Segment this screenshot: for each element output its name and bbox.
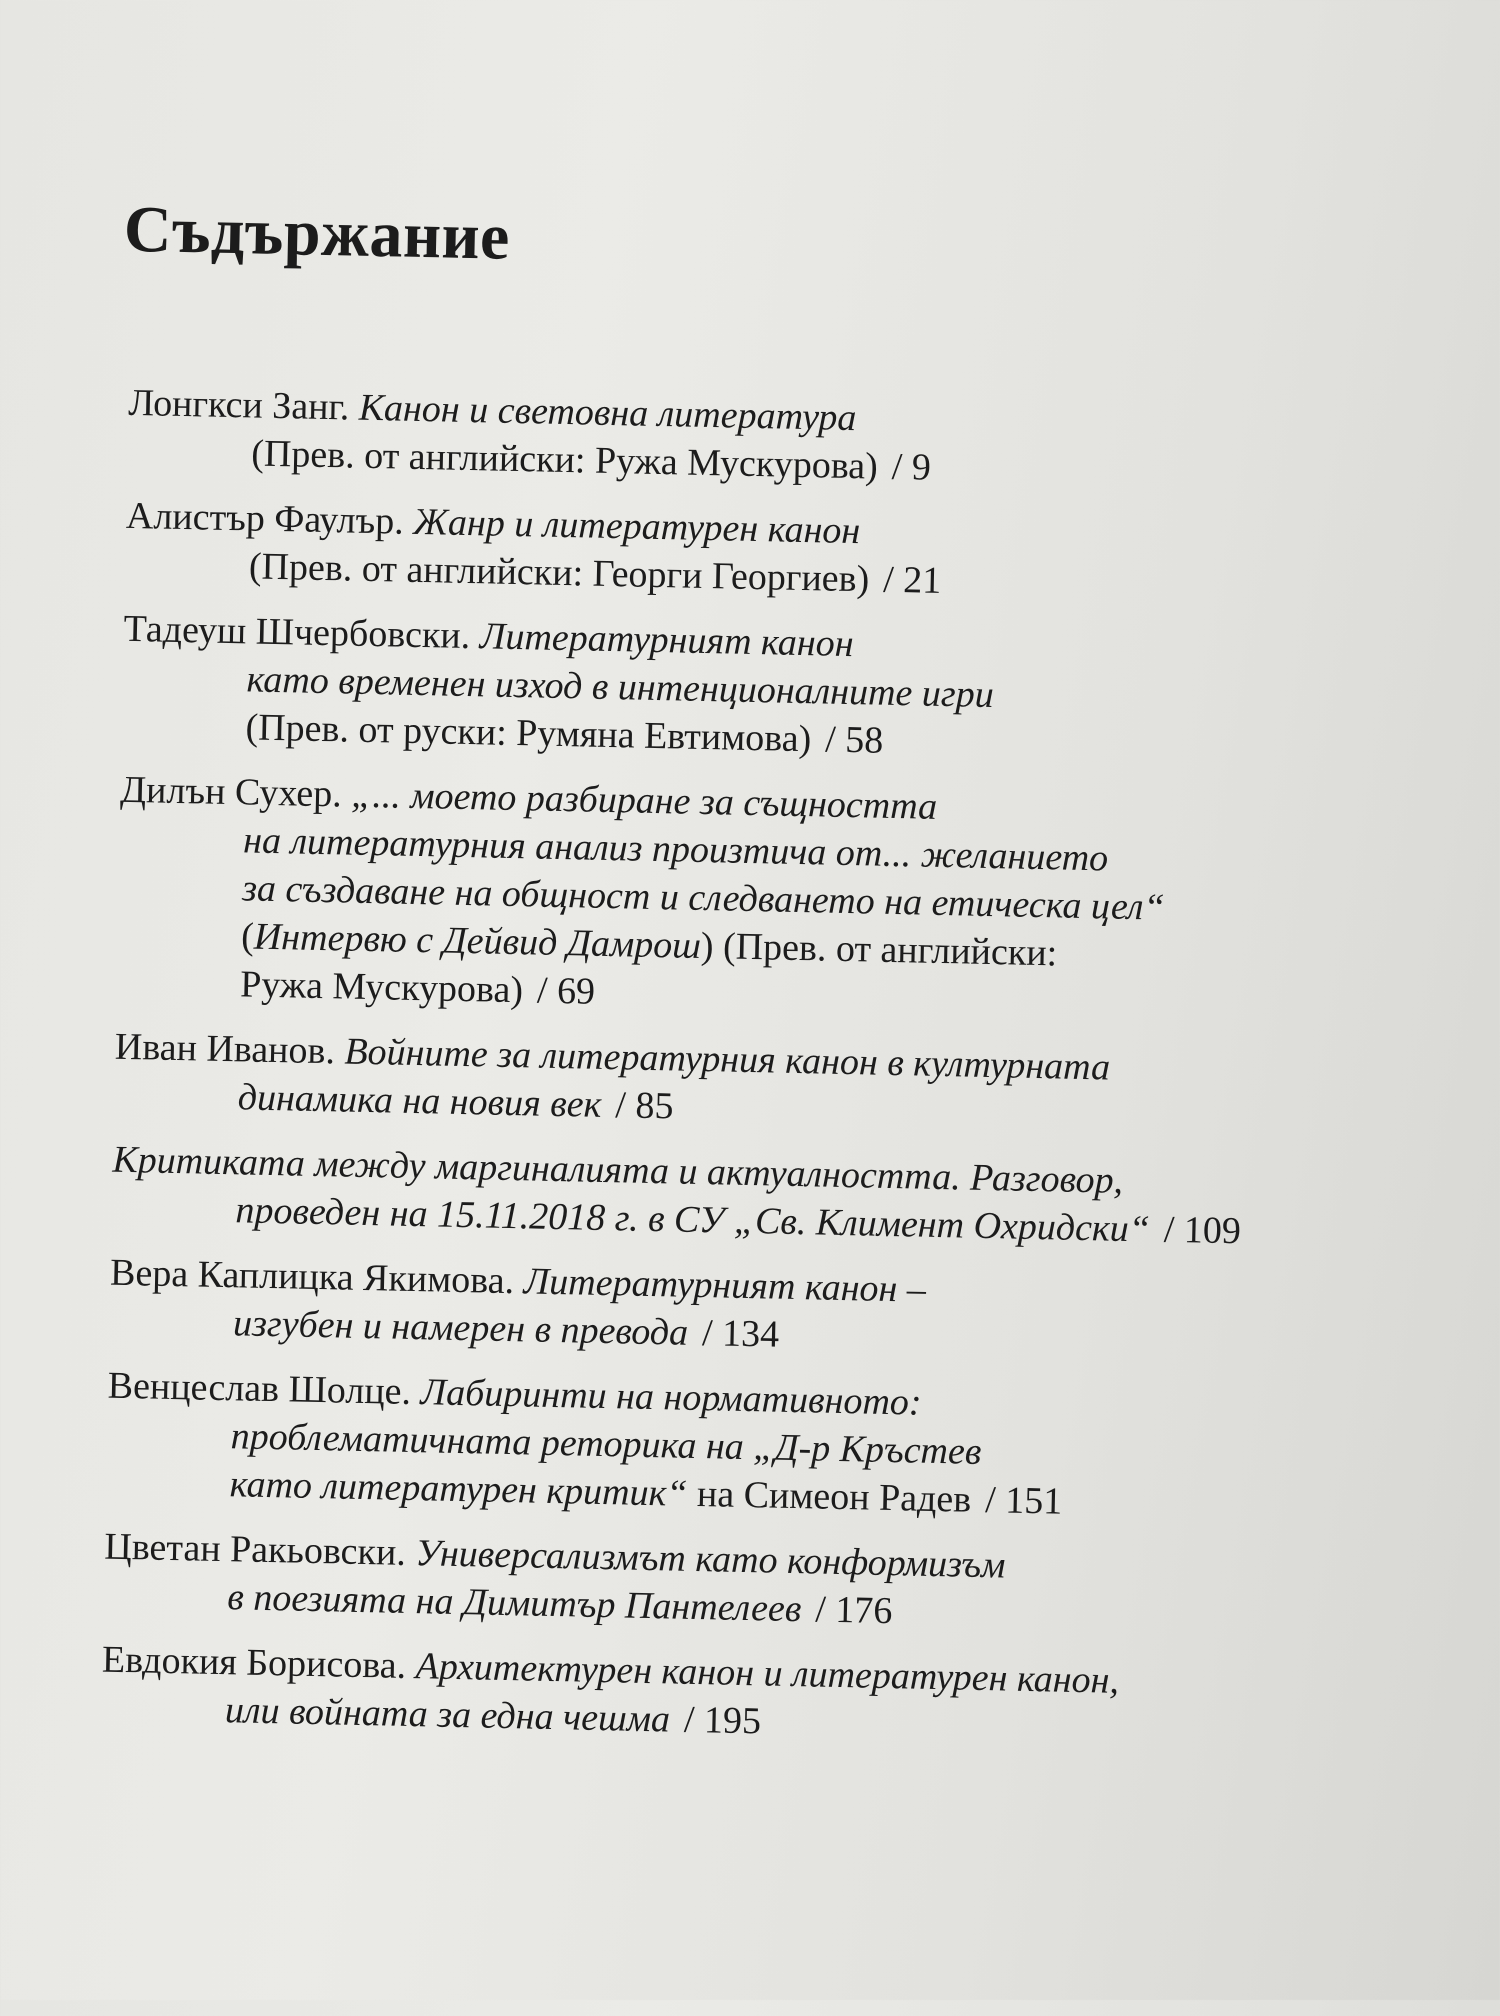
entry-title: Литературният канон: [479, 615, 855, 666]
entry-title-continued: като литературен критик“: [229, 1463, 688, 1515]
entry-interview-title: Интервю с Дейвид Дамрош: [253, 915, 702, 967]
toc-entry: [103, 1523, 1425, 1647]
entry-title-tail: на Симеон Радев: [696, 1473, 972, 1521]
page-number: / 195: [683, 1698, 762, 1743]
entry-title-continued: на литературния анализ произтича от... желанието: [242, 819, 1109, 880]
toc-entry: [124, 492, 1446, 616]
entry-author: Венцеслав Шолце.: [107, 1364, 412, 1413]
entry-title: Канон и световна литература: [358, 386, 857, 440]
entry-title-continued: динамика на новия век: [237, 1076, 602, 1126]
entry-title: Литературният канон –: [523, 1260, 927, 1311]
toc-entry: [113, 1023, 1435, 1147]
toc-entry: [105, 1362, 1428, 1534]
entry-title-continued: проблематичната реторика на „Д-р Кръстев: [230, 1415, 982, 1473]
entry-title: Критиката между маргиналията и актуалността. Разговор,: [112, 1138, 1124, 1202]
entry-translation: (Прев. от английски: Георги Георгиев): [248, 545, 870, 601]
entry-title: Жанр и литературен канон: [412, 500, 861, 553]
page-number: / 58: [824, 718, 884, 762]
toc-entry: [109, 1249, 1431, 1373]
entry-author: Тадеуш Шчербовски.: [123, 607, 471, 658]
page-number: / 109: [1163, 1208, 1242, 1253]
entry-translation: (Прев. от английски: Ружа Мускурова): [250, 432, 879, 488]
entry-author: Алистър Фаулър.: [125, 494, 405, 543]
entry-title-continued: за създаване на общност и следването на етическа цел“: [241, 867, 1166, 929]
toc-entry: [121, 605, 1444, 777]
entry-title-continued: проведен на 15.11.2018 г. в СУ „Св. Климент Охридски“: [235, 1189, 1151, 1251]
entry-author: Лонгкси Занг.: [127, 381, 350, 429]
page-number: / 21: [882, 558, 942, 602]
page-number: / 85: [614, 1084, 674, 1128]
toc-entry: [101, 1636, 1423, 1760]
page-number: / 9: [891, 445, 932, 489]
entry-title: Войните за литературния канон в културната: [344, 1030, 1111, 1089]
entry-author: Цветан Ракьовски.: [103, 1525, 407, 1574]
page-number: / 69: [536, 969, 596, 1013]
entry-author: Евдокия Борисова.: [101, 1638, 407, 1687]
entry-title-continued: като временен изход в интенционалните игри: [246, 658, 995, 717]
entry-title-continued: изгубен и намерен в превода: [232, 1302, 689, 1354]
entry-author: Дилън Сухер.: [119, 768, 343, 816]
entry-title: Лабиринти на нормативното:: [420, 1371, 922, 1424]
page-number: / 134: [701, 1312, 780, 1356]
entry-translation: Ружа Мускурова): [239, 963, 524, 1012]
toc-entry: [111, 1136, 1433, 1260]
table-of-contents: [100, 379, 1448, 1776]
page-number: / 176: [814, 1588, 893, 1633]
toc-entry: [127, 379, 1449, 503]
page-number: / 151: [984, 1479, 1063, 1523]
entry-title-continued: в поезията на Димитър Пантелеев: [226, 1576, 802, 1631]
entry-title: Универсализмът като конформизъм: [414, 1532, 1006, 1587]
toc-entry: Дилън Сухер. „... моето разбиране за същността на литературния анализ произтича от... желанието за създаване на общност и следването на етическа цел“ (Интервю с Дейвид Дамрош) (Прев. от английски: Ружа Мускурова) / 69: [116, 766, 1441, 1034]
entry-author: Иван Иванов.: [114, 1025, 336, 1073]
page-title: Съдържание: [123, 192, 511, 274]
entry-author: Вера Каплицка Якимова.: [109, 1251, 515, 1303]
entry-translation: (Прев. от английски:: [722, 925, 1058, 975]
entry-title-continued: или войната за една чешма: [224, 1689, 671, 1741]
entry-translation: (Прев. от руски: Румяна Евтимова): [245, 706, 812, 761]
entry-title: Архитектурен канон и литературен канон,: [415, 1645, 1120, 1702]
entry-title: „... моето разбиране за същността: [350, 773, 938, 828]
